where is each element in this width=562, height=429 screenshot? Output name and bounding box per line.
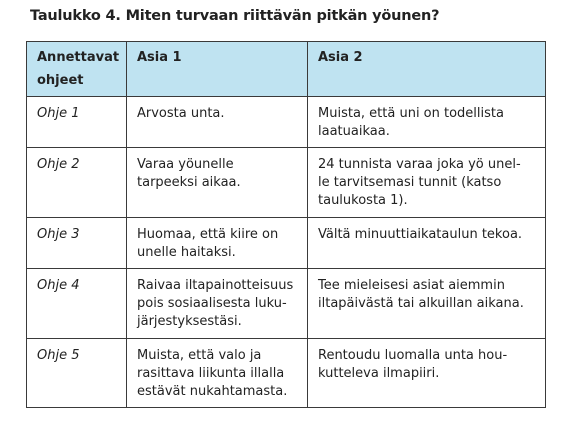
table-row <box>27 218 546 269</box>
header-line: ohjeet <box>37 73 84 88</box>
row-label: Ohje 4 <box>27 269 127 339</box>
cell-line: Raivaa iltapainotteisuus <box>137 278 294 293</box>
cell-line: Vältä minuuttiaikataulun tekoa. <box>318 227 523 242</box>
cell-line: estävät nukahtamasta. <box>137 384 288 399</box>
cell-line: Huomaa, että kiire on <box>137 227 279 242</box>
cell-line: pois sosiaalisesta luku- <box>137 296 287 311</box>
asia1-cell <box>127 218 308 269</box>
table-row <box>27 339 546 408</box>
cell-line: tarpeeksi aikaa. <box>137 175 241 190</box>
asia2-cell <box>308 218 546 269</box>
row-label: Ohje 1 <box>27 97 127 148</box>
asia1-cell <box>127 269 308 339</box>
cell-line: le tarvitsemasi tunnit (katso <box>318 175 502 190</box>
table-caption: Taulukko 4. Miten turvaan riittävän pitkän yöunen? <box>30 8 440 24</box>
table-row <box>27 269 546 339</box>
row-label: Ohje 5 <box>27 339 127 408</box>
cell-line: Muista, että uni on todellista <box>318 106 504 121</box>
cell-line: Tee mieleisesi asiat aiemmin <box>318 278 505 293</box>
cell-line: kutteleva ilmapiiri. <box>318 366 440 381</box>
header-line: Annettavat <box>37 50 120 65</box>
table-header-row <box>27 42 546 97</box>
cell-line: Arvosta unta. <box>137 106 225 121</box>
asia1-cell <box>127 148 308 218</box>
header-asia-1: Asia 1 <box>127 42 308 97</box>
row-label: Ohje 3 <box>27 218 127 269</box>
row-label: Ohje 2 <box>27 148 127 218</box>
cell-line: Varaa yöunelle <box>137 157 234 172</box>
asia2-cell <box>308 339 546 408</box>
asia2-cell <box>308 148 546 218</box>
cell-line: Rentoudu luomalla unta hou- <box>318 348 508 363</box>
header-asia-2: Asia 2 <box>308 42 546 97</box>
cell-line: unelle haitaksi. <box>137 245 236 260</box>
cell-line: iltapäivästä tai alkuillan aikana. <box>318 296 524 311</box>
table-row <box>27 148 546 218</box>
asia2-cell <box>308 269 546 339</box>
cell-line: laatuaikaa. <box>318 124 390 139</box>
table-row <box>27 97 546 148</box>
cell-line: järjestyksestäsi. <box>137 314 242 329</box>
asia1-cell <box>127 97 308 148</box>
cell-line: Muista, että valo ja <box>137 348 262 363</box>
cell-line: rasittava liikunta illalla <box>137 366 285 381</box>
cell-line: 24 tunnista varaa joka yö unel- <box>318 157 521 172</box>
asia1-cell <box>127 339 308 408</box>
header-annettavat-ohjeet <box>27 42 127 97</box>
guidance-table <box>26 41 546 408</box>
asia2-cell <box>308 97 546 148</box>
cell-line: taulukosta 1). <box>318 193 408 208</box>
